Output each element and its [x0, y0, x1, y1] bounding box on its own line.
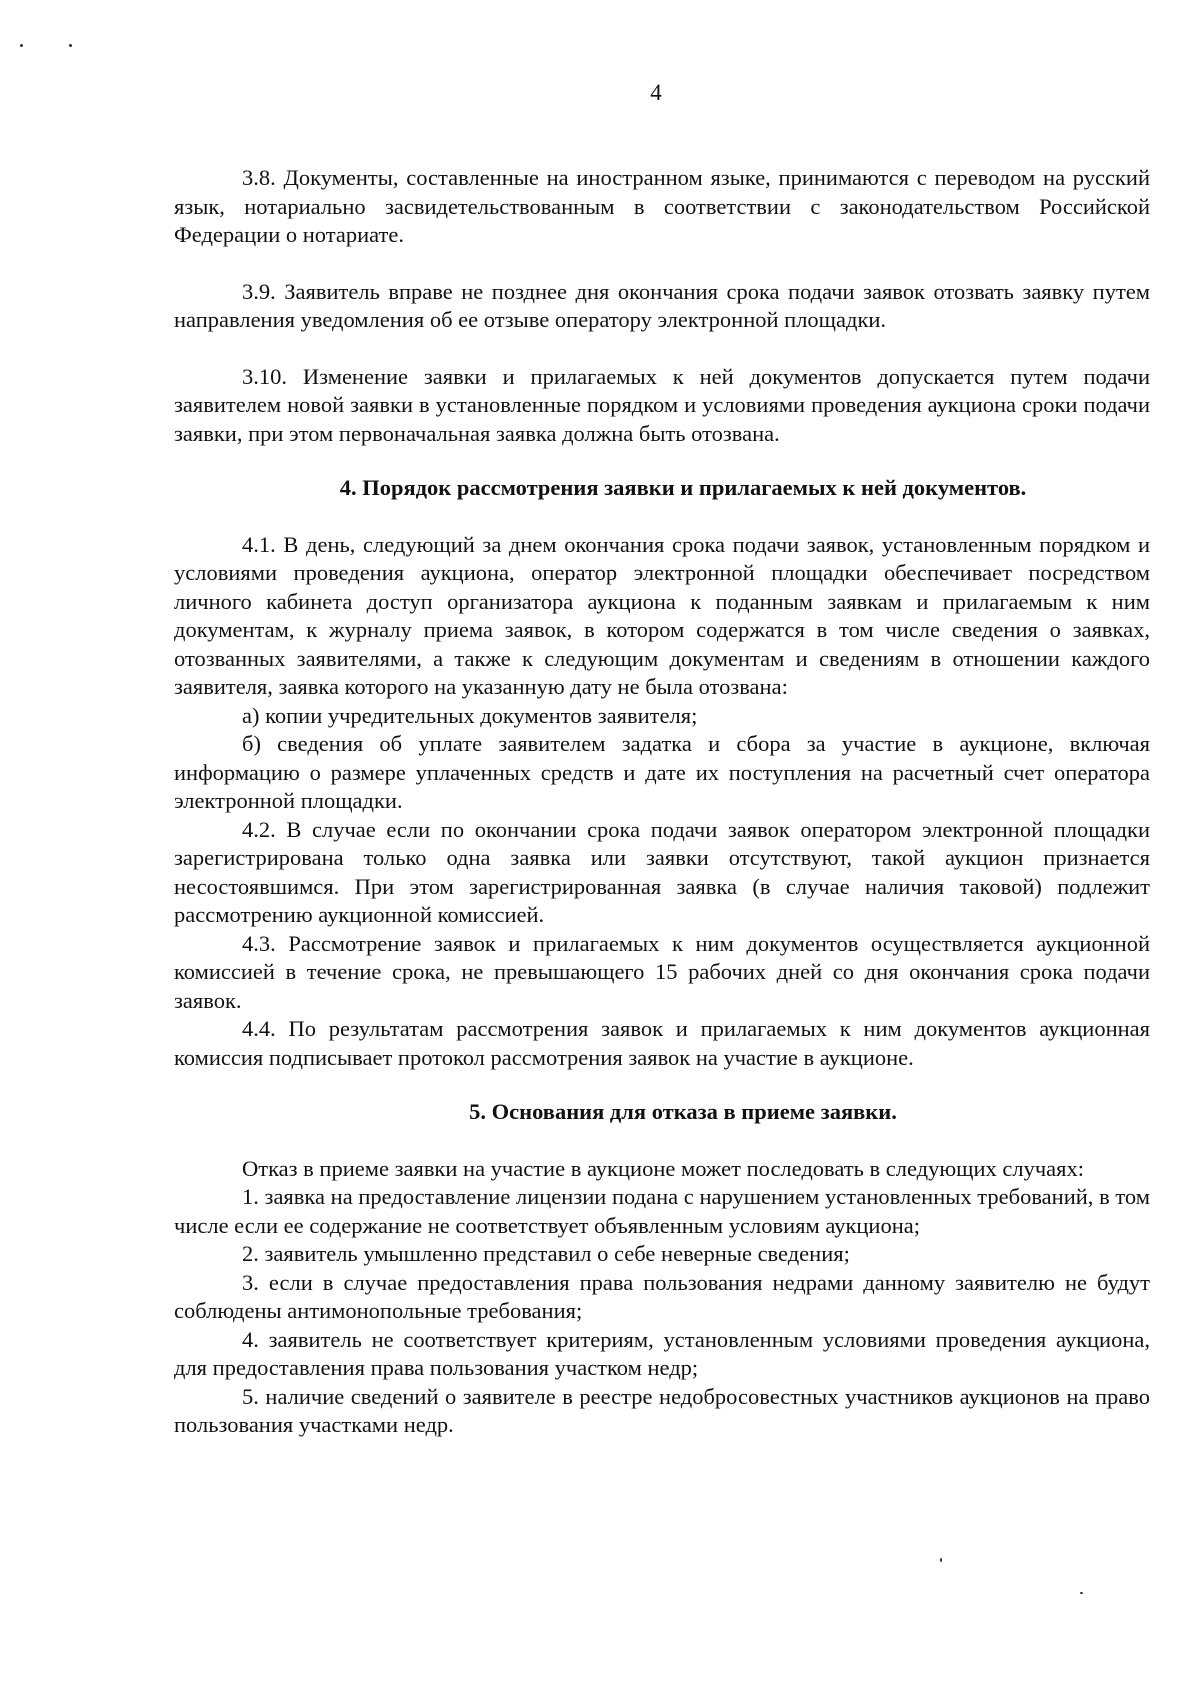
list-item-1: 1. заявка на предоставление лицензии подана с нарушением установленных требований, в том числе если ее содержание не соответствует объявленным условиям аукциона;	[174, 1184, 1150, 1238]
list-item-3: 3. если в случае предоставления права пользования недрами данному заявителю не будут соблюдены антимонопольные требования;	[174, 1269, 1150, 1323]
paragraph-4-2: 4.2. В случае если по окончании срока подачи заявок оператором электронной площадки зарегистрирована только одна заявка или заявки отсутствуют, такой аукцион признается несостоявшимся. При этом зарегистрированная заявка (в случае наличия таковой) подлежит рассмотрению аукционной комиссией.	[174, 816, 1150, 927]
paragraph-4-3: 4.3. Рассмотрение заявок и прилагаемых к ним документов осуществляется аукционной комиссией в течение срока, не превышающего 15 рабочих дней со дня окончания срока подачи заявок.	[174, 930, 1150, 1013]
document-body	[174, 164, 1150, 1440]
scan-speck	[940, 1558, 942, 1562]
list-item-b: б) сведения об уплате заявителем задатка и сбора за участие в аукционе, включая информацию о размере уплаченных средств и дате их поступления на расчетный счет оператора электронной площадки.	[174, 731, 1150, 813]
page-number: 4	[650, 80, 662, 105]
scan-speck	[1080, 1592, 1083, 1594]
paragraph-4-1: 4.1. В день, следующий за днем окончания срока подачи заявок, установленным порядком и условиями проведения аукциона, оператор электронной площадки обеспечивает посредством личного кабинета доступ организатора аукциона к поданным заявкам и прилагаемым к ним документам, к журналу приема заявок, в котором содержатся в том числе сведения о заявках, отозванных заявителями, а также к следующим документам и сведениям в отношении каждого заявителя, заявка которого на указанную дату не была отозвана:	[174, 531, 1150, 699]
scan-speck	[69, 44, 72, 47]
section-4-heading: 4. Порядок рассмотрения заявки и прилагаемых к ней документов.	[339, 475, 1027, 500]
list-item-2: 2. заявитель умышленно представил о себе неверные сведения;	[242, 1241, 850, 1266]
paragraph-3-10: 3.10. Изменение заявки и прилагаемых к ней документов допускается путем подачи заявителем новой заявки в установленные порядком и условиями проведения аукциона сроки подачи заявки, при этом первоначальная заявка должна быть отозвана.	[174, 363, 1150, 446]
section-5-heading: 5. Основания для отказа в приеме заявки.	[469, 1099, 897, 1124]
list-item-a: а) копии учредительных документов заявителя;	[242, 702, 698, 728]
section-5-intro: Отказ в приеме заявки на участие в аукционе может последовать в следующих случаях:	[242, 1155, 1085, 1181]
paragraph-4-4: 4.4. По результатам рассмотрения заявок и прилагаемых к ним документов аукционная комиссия подписывает протокол рассмотрения заявок на участие в аукционе.	[174, 1016, 1150, 1070]
list-item-5: 5. наличие сведений о заявителе в реестре недобросовестных участников аукционов на право пользования участками недр.	[174, 1383, 1150, 1437]
paragraph-3-9: 3.9. Заявитель вправе не позднее дня окончания срока подачи заявок отозвать заявку путем направления уведомления об ее отзыве оператору электронной площадки.	[174, 278, 1150, 332]
scan-speck	[20, 44, 23, 47]
paragraph-3-8: 3.8. Документы, составленные на иностранном языке, принимаются с переводом на русский язык, нотариально засвидетельствованным в соответствии с законодательством Российской Федерации о нотариате.	[174, 165, 1150, 247]
list-item-4: 4. заявитель не соответствует критериям, установленным условиями проведения аукциона, для предоставления права пользования участком недр;	[174, 1326, 1150, 1380]
